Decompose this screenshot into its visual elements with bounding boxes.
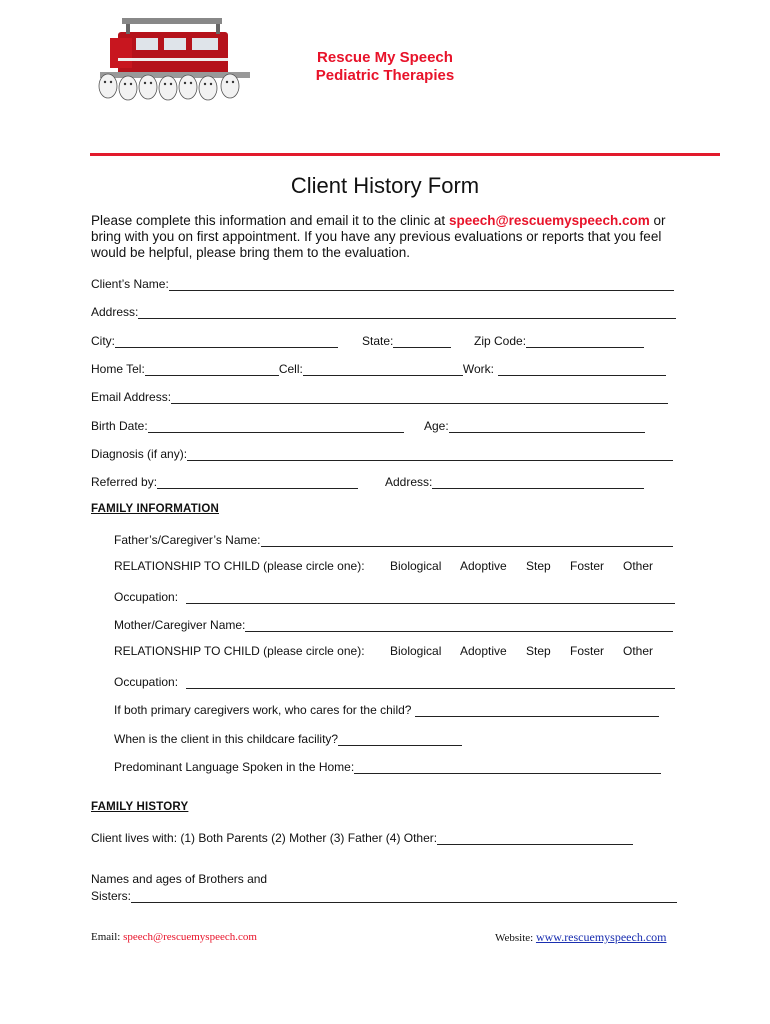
zip-field[interactable] <box>526 335 644 348</box>
childcare-time-label: When is the client in this childcare facility? <box>114 732 339 746</box>
diagnosis-field[interactable] <box>187 448 673 461</box>
lives-with-field[interactable] <box>437 832 633 845</box>
cell-label: Cell: <box>278 362 303 376</box>
city-field[interactable] <box>115 335 338 348</box>
intro-text-1: Please complete this information and email it to the clinic at <box>91 213 449 228</box>
relationship-row-2 <box>0 644 770 660</box>
siblings-field[interactable] <box>131 890 677 903</box>
mother-name-field[interactable] <box>245 619 673 632</box>
relationship-label: RELATIONSHIP TO CHILD (please circle one): <box>114 559 365 573</box>
siblings-label-line2: Sisters: <box>91 889 132 903</box>
age-row <box>424 417 645 433</box>
mother-name-row <box>114 616 673 632</box>
work-field[interactable] <box>498 363 666 376</box>
home-tel-label: Home Tel: <box>91 362 145 376</box>
language-label: Predominant Language Spoken in the Home: <box>114 760 355 774</box>
footer-website <box>495 930 666 945</box>
father-occupation-field[interactable] <box>186 591 675 604</box>
referrer-address-label: Address: <box>385 475 433 489</box>
footer-email-label: Email: <box>91 931 124 943</box>
address-label: Address: <box>91 305 139 319</box>
father-name-field[interactable] <box>261 534 673 547</box>
org-name-line2: Pediatric Therapies <box>315 67 455 84</box>
referred-by-row <box>91 473 358 489</box>
who-cares-field[interactable] <box>415 704 659 717</box>
who-cares-row <box>114 701 659 717</box>
state-label: State: <box>362 334 394 348</box>
fire-truck-logo <box>90 14 252 104</box>
relationship-option-other-2[interactable]: Other <box>623 644 654 658</box>
state-field[interactable] <box>393 335 451 348</box>
diagnosis-label: Diagnosis (if any): <box>91 447 188 461</box>
relationship-option-adoptive[interactable]: Adoptive <box>460 559 507 573</box>
home-tel-field[interactable] <box>145 363 279 376</box>
relationship-option-other[interactable]: Other <box>623 559 654 573</box>
footer-email <box>91 931 257 943</box>
birth-date-field[interactable] <box>148 420 404 433</box>
referrer-address-row <box>385 473 644 489</box>
zip-label: Zip Code: <box>474 334 527 348</box>
cell-field[interactable] <box>303 363 463 376</box>
siblings-row <box>91 887 677 903</box>
age-label: Age: <box>424 419 449 433</box>
language-field[interactable] <box>354 761 661 774</box>
mother-occupation-row <box>114 673 675 689</box>
org-name-line1: Rescue My Speech <box>317 49 453 66</box>
email-address-field[interactable] <box>171 391 668 404</box>
relationship-option-biological-2[interactable]: Biological <box>390 644 442 658</box>
who-cares-label: If both primary caregivers work, who cares for the child? <box>114 703 412 717</box>
city-label: City: <box>91 334 115 348</box>
referred-by-label: Referred by: <box>91 475 158 489</box>
childcare-time-row <box>114 730 462 746</box>
header-divider <box>90 153 720 156</box>
birth-date-label: Birth Date: <box>91 419 148 433</box>
footer-website-link[interactable]: www.rescuemyspeech.com <box>535 930 667 944</box>
zip-row <box>474 332 644 348</box>
referrer-address-field[interactable] <box>432 476 644 489</box>
intro-paragraph <box>91 213 691 261</box>
father-name-row <box>114 531 673 547</box>
intro-text-2: or bring with you on first appointment. If you have any previous evaluations or reports that you feel would be helpful, please bring them to the evaluation. <box>91 213 666 260</box>
father-name-label: Father’s/Caregiver’s Name: <box>114 533 261 547</box>
relationship-option-adoptive-2[interactable]: Adoptive <box>460 644 507 658</box>
age-field[interactable] <box>449 420 645 433</box>
email-address-label: Email Address: <box>91 390 172 404</box>
footer-website-label: Website: <box>495 932 536 944</box>
relationship-label-2: RELATIONSHIP TO CHILD (please circle one): <box>114 644 365 658</box>
birth-date-row <box>91 417 404 433</box>
diagnosis-row <box>91 445 673 461</box>
lives-with-label: Client lives with: (1) Both Parents (2) Mother (3) Father (4) Other: <box>91 831 438 845</box>
referred-by-field[interactable] <box>157 476 358 489</box>
mother-occupation-label: Occupation: <box>114 675 179 689</box>
footer-email-link[interactable]: speech@rescuemyspeech.com <box>123 931 257 943</box>
client-name-row <box>91 275 674 291</box>
work-label: Work: <box>462 362 494 376</box>
city-row <box>91 332 338 348</box>
relationship-option-step-2[interactable]: Step <box>526 644 551 658</box>
page-title: Client History Form <box>290 173 480 198</box>
address-row <box>91 303 676 319</box>
mother-occupation-field[interactable] <box>186 676 675 689</box>
family-information-heading: FAMILY INFORMATION <box>91 503 219 515</box>
relationship-option-step[interactable]: Step <box>526 559 551 573</box>
father-occupation-row <box>114 588 675 604</box>
relationship-option-biological[interactable]: Biological <box>390 559 442 573</box>
client-name-label: Client’s Name: <box>91 277 169 291</box>
client-name-field[interactable] <box>169 278 674 291</box>
address-field[interactable] <box>138 306 676 319</box>
lives-with-row <box>91 829 633 845</box>
childcare-time-field[interactable] <box>338 733 462 746</box>
language-row <box>114 758 661 774</box>
intro-email-link[interactable]: speech@rescuemyspeech.com <box>448 213 650 228</box>
mother-name-label: Mother/Caregiver Name: <box>114 618 246 632</box>
relationship-row-1 <box>0 559 770 575</box>
father-occupation-label: Occupation: <box>114 590 179 604</box>
relationship-option-foster-2[interactable]: Foster <box>570 644 605 658</box>
family-history-heading: FAMILY HISTORY <box>91 801 189 813</box>
relationship-option-foster[interactable]: Foster <box>570 559 605 573</box>
email-row <box>91 388 668 404</box>
phone-row <box>91 360 666 376</box>
siblings-label-line1: Names and ages of Brothers and <box>91 872 268 886</box>
state-row <box>362 332 451 348</box>
